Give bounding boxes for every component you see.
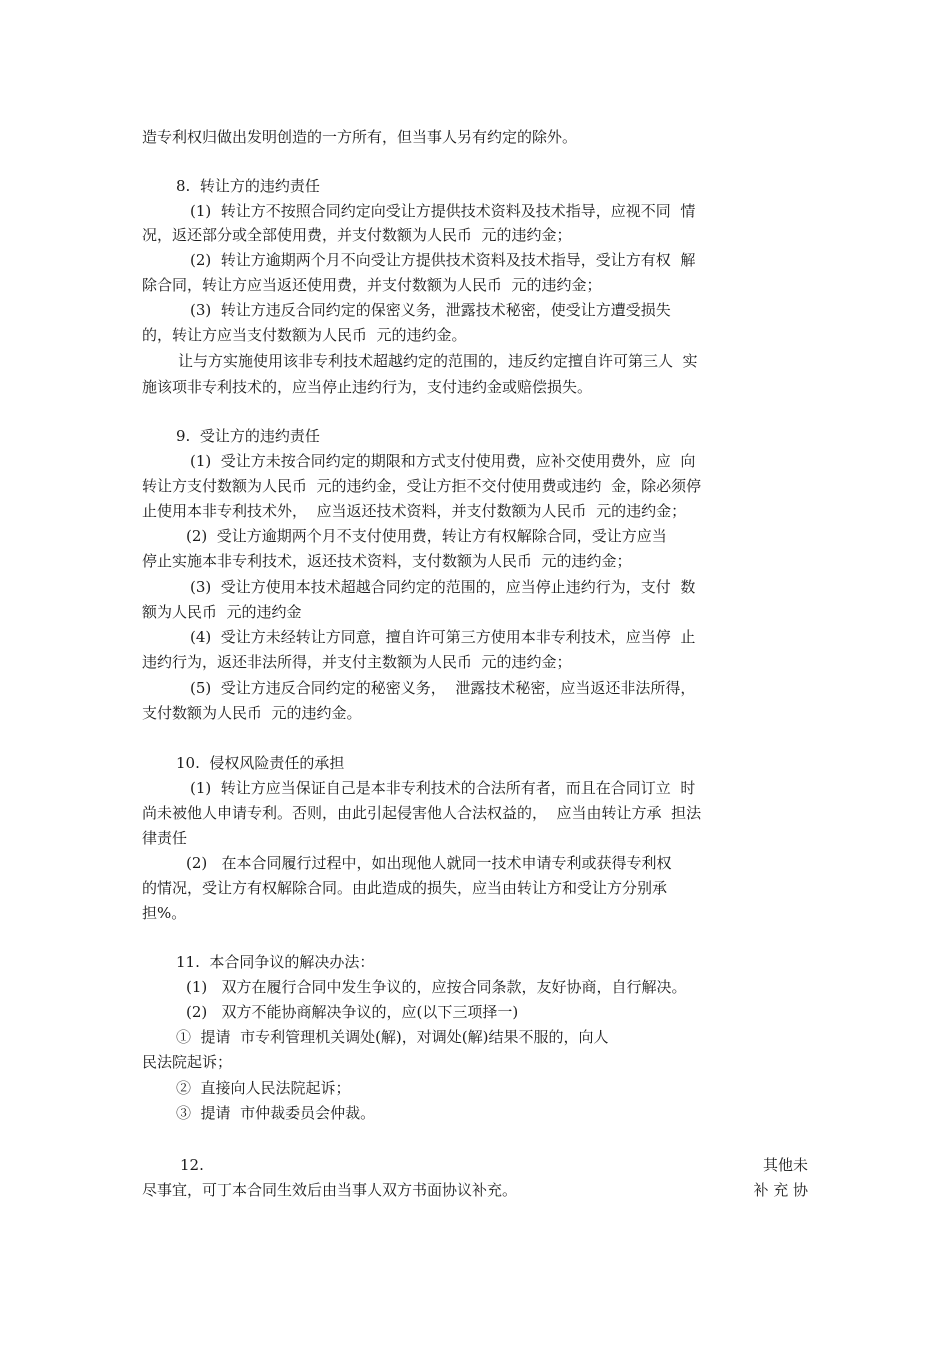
text-line: 额为人民币 元的违约金	[142, 603, 302, 621]
text-line: 转让方支付数额为人民币 元的违约金，受让方拒不交付使用费或违约 金，除必须停	[142, 477, 702, 495]
text-line: 担%。	[142, 904, 187, 922]
text-line: 造专利权归做出发明创造的一方所有，但当事人另有约定的除外。	[142, 128, 578, 146]
text-line: (1) 转让方不按照合同约定向受让方提供技术资料及技术指导，应视不同 情	[190, 202, 696, 220]
text-line: 尽事宜，可丁本合同生效后由当事人双方书面协议补充。	[142, 1181, 518, 1199]
text-line: (3) 转让方违反合同约定的保密义务，泄露技术秘密，使受让方遭受损失	[190, 301, 671, 319]
text-line: 的情况，受让方有权解除合同。由此造成的损失，应当由转让方和受让方分别承	[142, 879, 668, 897]
text-line: 的，转让方应当支付数额为人民币 元的违约金。	[142, 326, 467, 344]
text-line: (1) 转让方应当保证自己是本非专利技术的合法所有者，而且在合同订立 时	[190, 779, 696, 797]
text-line: (2) 双方不能协商解决争议的，应(以下三项择一)	[186, 1003, 519, 1021]
text-line: ② 直接向人民法院起诉；	[176, 1079, 351, 1097]
text-line: (2) 在本合同履行过程中，如出现他人就同一技术申请专利或获得专利权	[186, 854, 672, 872]
text-line: (5) 受让方违反合同约定的秘密义务， 泄露技术秘密，应当返还非法所得，	[190, 679, 696, 697]
text-line: 支付数额为人民币 元的违约金。	[142, 704, 362, 722]
text-line: 尚未被他人申请专利。否则，由此引起侵害他人合法权益的， 应当由转让方承 担法	[142, 804, 702, 822]
text-line: 止使用本非专利技术外， 应当返还技术资料，并支付数额为人民币 元的违约金；	[142, 502, 687, 520]
text-line: ③ 提请 市仲裁委员会仲裁。	[176, 1104, 376, 1122]
text-line: 停止实施本非专利技术，返还技术资料，支付数额为人民币 元的违约金；	[142, 552, 632, 570]
text-line-right: 其他未	[762, 1156, 808, 1174]
text-line: (3) 受让方使用本技术超越合同约定的范围的，应当停止违约行为，支付 数	[190, 578, 696, 596]
text-line: 民法院起诉；	[142, 1053, 233, 1071]
text-line: 施该项非专利技术的，应当停止违约行为，支付违约金或赔偿损失。	[142, 378, 593, 396]
section-heading-12: 12.	[180, 1156, 204, 1174]
section-heading-10: 10. 侵权风险责任的承担	[176, 754, 345, 772]
text-line: (1) 受让方未按合同约定的期限和方式支付使用费，应补交使用费外，应 向	[190, 452, 696, 470]
text-line: 让与方实施使用该非专利技术超越约定的范围的，违反约定擅自许可第三人 实	[178, 352, 698, 370]
text-line: (1) 双方在履行合同中发生争议的，应按合同条款，友好协商，自行解决。	[186, 978, 687, 996]
text-line-right: 补 充 协	[753, 1181, 808, 1199]
text-line: ① 提请 市专利管理机关调处(解)，对调处(解)结果不服的，向人	[176, 1028, 609, 1046]
text-line: 违约行为，返还非法所得，并支付主数额为人民币 元的违约金；	[142, 653, 572, 671]
text-line: 除合同，转让方应当返还使用费，并支付数额为人民币 元的违约金；	[142, 276, 602, 294]
text-line: (4) 受让方未经转让方同意，擅自许可第三方使用本非专利技术，应当停 止	[190, 628, 696, 646]
section-heading-11: 11. 本合同争议的解决办法：	[176, 953, 375, 971]
text-line: (2) 受让方逾期两个月不支付使用费，转让方有权解除合同，受让方应当	[186, 527, 667, 545]
text-line: (2) 转让方逾期两个月不向受让方提供技术资料及技术指导，受让方有权 解	[190, 251, 696, 269]
section-heading-8: 8. 转让方的违约责任	[176, 177, 320, 195]
text-line: 律责任	[142, 829, 188, 847]
text-line: 况，返还部分或全部使用费，并支付数额为人民币 元的违约金；	[142, 226, 572, 244]
section-heading-9: 9. 受让方的违约责任	[176, 427, 320, 445]
